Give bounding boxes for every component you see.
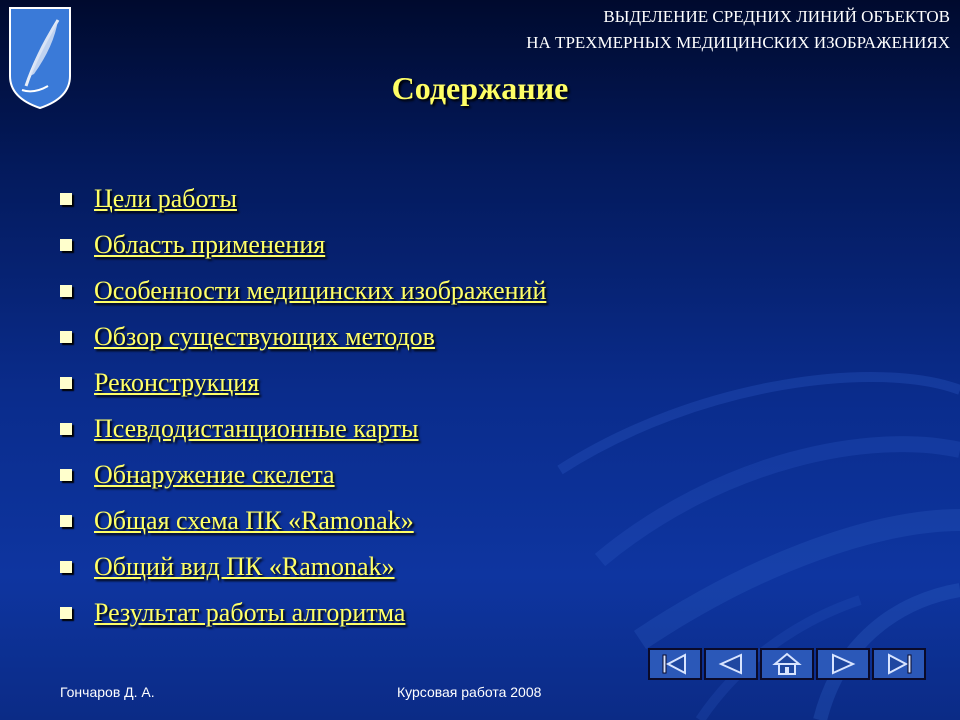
toc-item bbox=[60, 360, 546, 406]
toc-item bbox=[60, 176, 546, 222]
toc-link-methods-overview[interactable]: Обзор существующих методов bbox=[94, 322, 435, 351]
toc-link-algorithm-result[interactable]: Результат работы алгоритма bbox=[94, 598, 406, 627]
toc-item bbox=[60, 452, 546, 498]
toc-item bbox=[60, 314, 546, 360]
footer-author: Гончаров Д. А. bbox=[60, 684, 155, 700]
square-bullet-icon bbox=[60, 331, 72, 343]
next-slide-icon bbox=[823, 652, 863, 676]
toc-link-ramonak-view[interactable]: Общий вид ПК «Ramonak» bbox=[94, 552, 395, 581]
slide-navigation bbox=[648, 648, 928, 680]
square-bullet-icon bbox=[60, 515, 72, 527]
toc-item bbox=[60, 406, 546, 452]
header-title-line-1: ВЫДЕЛЕНИЕ СРЕДНИХ ЛИНИЙ ОБЪЕКТОВ bbox=[603, 7, 950, 26]
header-title-line-2: НА ТРЕХМЕРНЫХ МЕДИЦИНСКИХ ИЗОБРАЖЕНИЯХ bbox=[526, 33, 950, 52]
previous-slide-icon bbox=[711, 652, 751, 676]
square-bullet-icon bbox=[60, 561, 72, 573]
toc-item bbox=[60, 222, 546, 268]
first-slide-button[interactable] bbox=[648, 648, 702, 680]
square-bullet-icon bbox=[60, 423, 72, 435]
square-bullet-icon bbox=[60, 377, 72, 389]
home-button[interactable] bbox=[760, 648, 814, 680]
home-icon bbox=[767, 652, 807, 676]
toc-link-pseudo-distance-maps[interactable]: Псевдодистанционные карты bbox=[94, 414, 419, 443]
toc-item bbox=[60, 268, 546, 314]
first-slide-icon bbox=[655, 652, 695, 676]
previous-slide-button[interactable] bbox=[704, 648, 758, 680]
footer-course: Курсовая работа 2008 bbox=[397, 684, 542, 700]
toc-link-ramonak-scheme[interactable]: Общая схема ПК «Ramonak» bbox=[94, 506, 414, 535]
toc-link-skeleton-detection[interactable]: Обнаружение скелета bbox=[94, 460, 335, 489]
toc-item bbox=[60, 544, 546, 590]
square-bullet-icon bbox=[60, 469, 72, 481]
table-of-contents bbox=[60, 176, 546, 636]
toc-link-reconstruction[interactable]: Реконструкция bbox=[94, 368, 260, 397]
toc-item bbox=[60, 590, 546, 636]
toc-item bbox=[60, 498, 546, 544]
square-bullet-icon bbox=[60, 193, 72, 205]
last-slide-button[interactable] bbox=[872, 648, 926, 680]
square-bullet-icon bbox=[60, 607, 72, 619]
page-title: Содержание bbox=[391, 70, 569, 106]
toc-link-goals[interactable]: Цели работы bbox=[94, 184, 237, 213]
next-slide-button[interactable] bbox=[816, 648, 870, 680]
last-slide-icon bbox=[879, 652, 919, 676]
square-bullet-icon bbox=[60, 239, 72, 251]
square-bullet-icon bbox=[60, 285, 72, 297]
toc-link-medical-image-features[interactable]: Особенности медицинских изображений bbox=[94, 276, 547, 305]
toc-link-application-area[interactable]: Область применения bbox=[94, 230, 326, 259]
